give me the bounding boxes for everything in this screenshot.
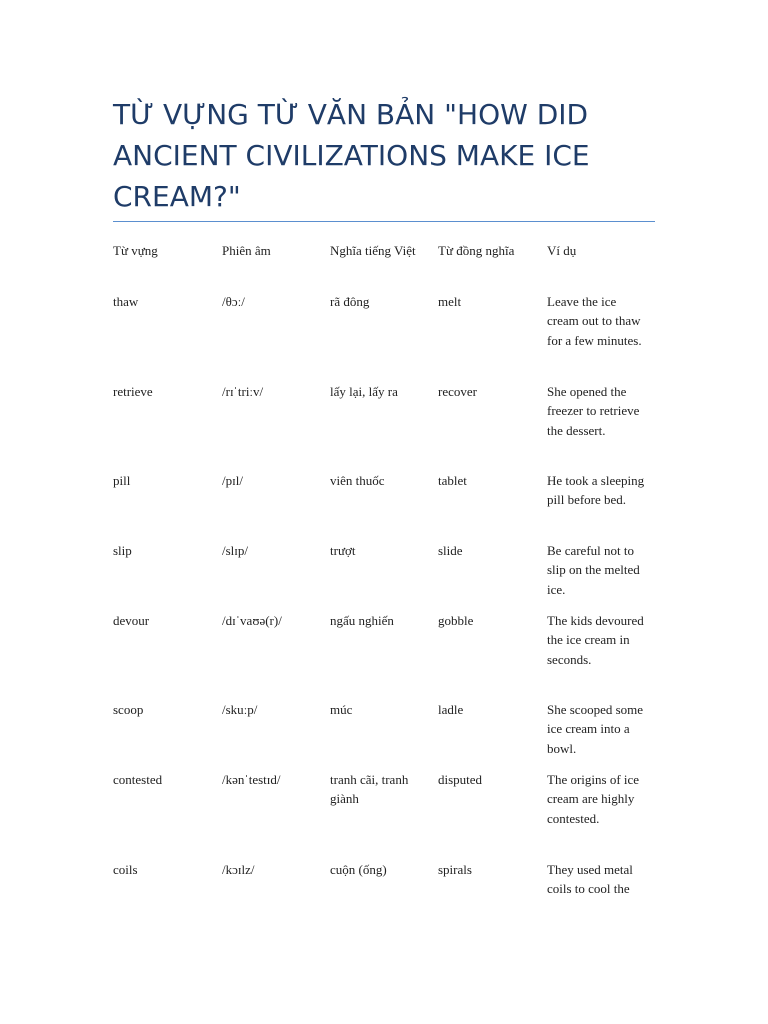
cell-synonym: slide (438, 543, 463, 558)
cell-example: The origins of ice cream are highly contested. (547, 772, 640, 826)
table-header-row (113, 241, 673, 292)
header-vocabulary: Từ vựng (113, 243, 158, 258)
cell-word: pill (113, 473, 131, 488)
title-underline (113, 221, 655, 222)
cell-meaning: viên thuốc (330, 473, 385, 488)
header-vietnamese-meaning: Nghĩa tiếng Việt (330, 243, 416, 258)
table-row (113, 770, 673, 860)
table-row (113, 382, 673, 471)
cell-word: slip (113, 543, 132, 558)
cell-pronunciation: /kənˈtestɪd/ (222, 772, 281, 787)
cell-synonym: tablet (438, 473, 467, 488)
cell-word: scoop (113, 702, 144, 717)
cell-meaning: ngấu nghiến (330, 613, 394, 628)
cell-synonym: ladle (438, 702, 464, 717)
cell-example: Leave the ice cream out to thaw for a few minutes. (547, 294, 642, 348)
table-row (113, 700, 673, 770)
cell-synonym: gobble (438, 613, 474, 628)
cell-pronunciation: /skuːp/ (222, 702, 258, 717)
cell-meaning: lấy lại, lấy ra (330, 384, 398, 399)
cell-meaning: múc (330, 702, 353, 717)
cell-meaning: trượt (330, 543, 356, 558)
cell-synonym: recover (438, 384, 477, 399)
cell-example: Be careful not to slip on the melted ice. (547, 543, 640, 597)
cell-synonym: melt (438, 294, 462, 309)
cell-example: She opened the freezer to retrieve the dessert. (547, 384, 640, 438)
vocabulary-table (113, 241, 673, 920)
cell-word: devour (113, 613, 150, 628)
cell-pronunciation: /slɪp/ (222, 543, 249, 558)
table-row (113, 541, 673, 611)
cell-word: coils (113, 862, 138, 877)
cell-example: The kids devoured the ice cream in seconds. (547, 613, 644, 667)
cell-meaning: rã đông (330, 294, 370, 309)
table-row (113, 471, 673, 541)
cell-pronunciation: /pɪl/ (222, 473, 243, 488)
cell-meaning: cuộn (ống) (330, 862, 387, 877)
header-synonym: Từ đồng nghĩa (438, 243, 515, 258)
table-row (113, 611, 673, 700)
cell-word: contested (113, 772, 163, 787)
cell-pronunciation: /rɪˈtriːv/ (222, 384, 264, 399)
cell-synonym: spirals (438, 862, 472, 877)
cell-synonym: disputed (438, 772, 483, 787)
cell-example: He took a sleeping pill before bed. (547, 473, 645, 508)
cell-pronunciation: /θɔː/ (222, 294, 245, 309)
cell-example: They used metal coils to cool the (547, 862, 633, 897)
table-row (113, 292, 673, 382)
cell-example: She scooped some ice cream into a bowl. (547, 702, 644, 756)
table-row (113, 860, 673, 920)
cell-pronunciation: /dɪˈvaʊə(r)/ (222, 613, 282, 628)
cell-word: thaw (113, 294, 139, 309)
header-example: Ví dụ (547, 243, 577, 258)
cell-word: retrieve (113, 384, 153, 399)
cell-pronunciation: /kɔɪlz/ (222, 862, 255, 877)
header-pronunciation: Phiên âm (222, 243, 271, 258)
cell-meaning: tranh cãi, tranh giành (330, 772, 409, 807)
document-title: TỪ VỰNG TỪ VĂN BẢN "HOW DID ANCIENT CIVILIZATIONS MAKE ICE CREAM?" (113, 98, 590, 213)
